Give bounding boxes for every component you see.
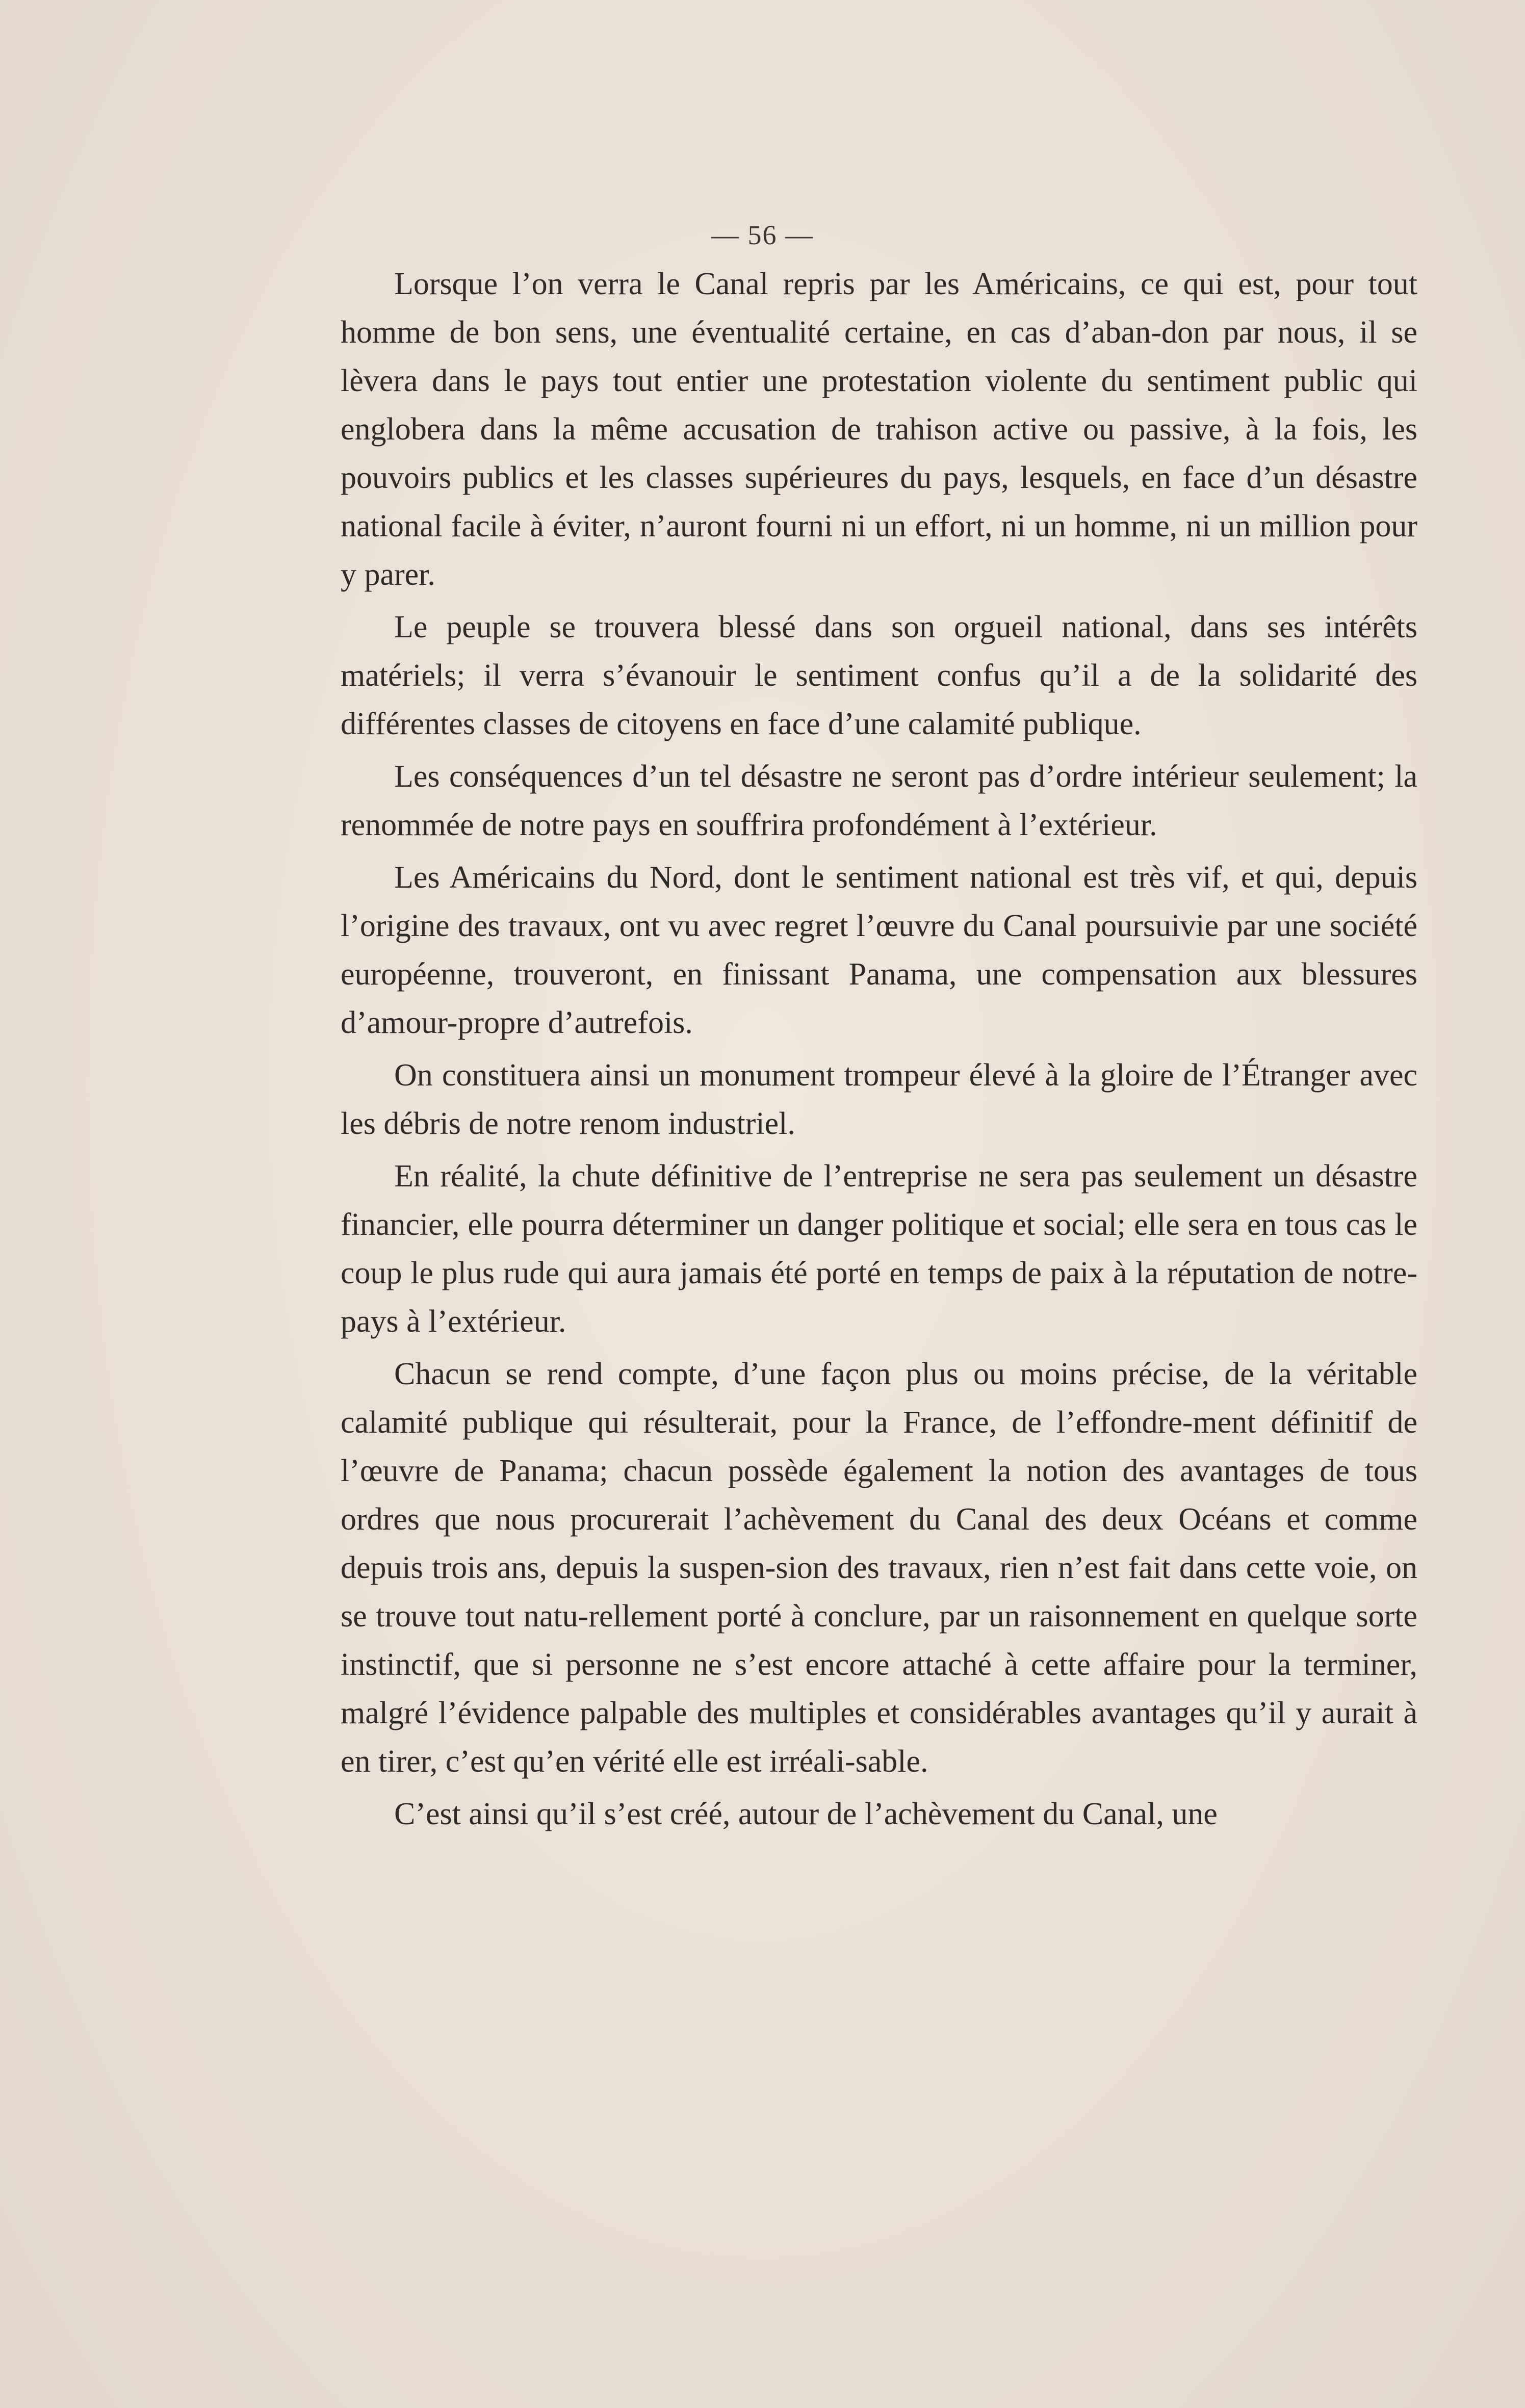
- paragraph-2: Le peuple se trouvera blessé dans son orgueil national, dans ses intérêts matériels; il verra s’évanouir le sentiment confus qu’il a de la solidarité des différentes classes de citoyens en face d’une calamité publique.: [341, 610, 1417, 741]
- paragraph-1: Lorsque l’on verra le Canal repris par les Américains, ce qui est, pour tout homme de bon sens, une éventualité certaine, en cas d’aban-don par nous, il se lèvera dans le pays tout entier une protestation violente du sentiment public qui englobera dans la même accusation de trahison active ou passive, à la fois, les pouvoirs publics et les classes supérieures du pays, lesquels, en face d’un désastre national facile à éviter, n’auront fourni ni un effort, ni un homme, ni un million pour y parer.: [341, 267, 1417, 592]
- body-text: [341, 260, 1417, 1843]
- paragraph-6: En réalité, la chute définitive de l’entreprise ne sera pas seulement un désastre financier, elle pourra déterminer un danger politique et social; elle sera en tous cas le coup le plus rude qui aura jamais été porté en temps de paix à la réputation de notre-pays à l’extérieur.: [341, 1159, 1417, 1339]
- paragraph-4: Les Américains du Nord, dont le sentiment national est très vif, et qui, depuis l’origine des travaux, ont vu avec regret l’œuvre du Canal poursuivie par une société européenne, trouveront, en finissant Panama, une compensation aux blessures d’amour-propre d’autrefois.: [341, 860, 1417, 1040]
- paragraph-3: Les conséquences d’un tel désastre ne seront pas d’ordre intérieur seulement; la renommée de notre pays en souffrira profondément à l’extérieur.: [341, 759, 1417, 842]
- page-number: — 56 —: [711, 220, 814, 250]
- paragraph-8: C’est ainsi qu’il s’est créé, autour de l’achèvement du Canal, une: [394, 1797, 1218, 1831]
- paragraph-5: On constituera ainsi un monument trompeur élevé à la gloire de l’Étranger avec les débris de notre renom industriel.: [341, 1058, 1417, 1141]
- paragraph-7: Chacun se rend compte, d’une façon plus ou moins précise, de la véritable calamité publique qui résulterait, pour la France, de l’effondre-ment définitif de l’œuvre de Panama; chacun possède également la notion des avantages de tous ordres que nous procurerait l’achèvement du Canal des deux Océans et comme depuis trois ans, depuis la suspen-sion des travaux, rien n’est fait dans cette voie, on se trouve tout natu-rellement porté à conclure, par un raisonnement en quelque sorte instinctif, que si personne ne s’est encore attaché à cette affaire pour la terminer, malgré l’évidence palpable des multiples et considérables avantages qu’il y aurait à en tirer, c’est qu’en vérité elle est irréali-sable.: [341, 1357, 1417, 1779]
